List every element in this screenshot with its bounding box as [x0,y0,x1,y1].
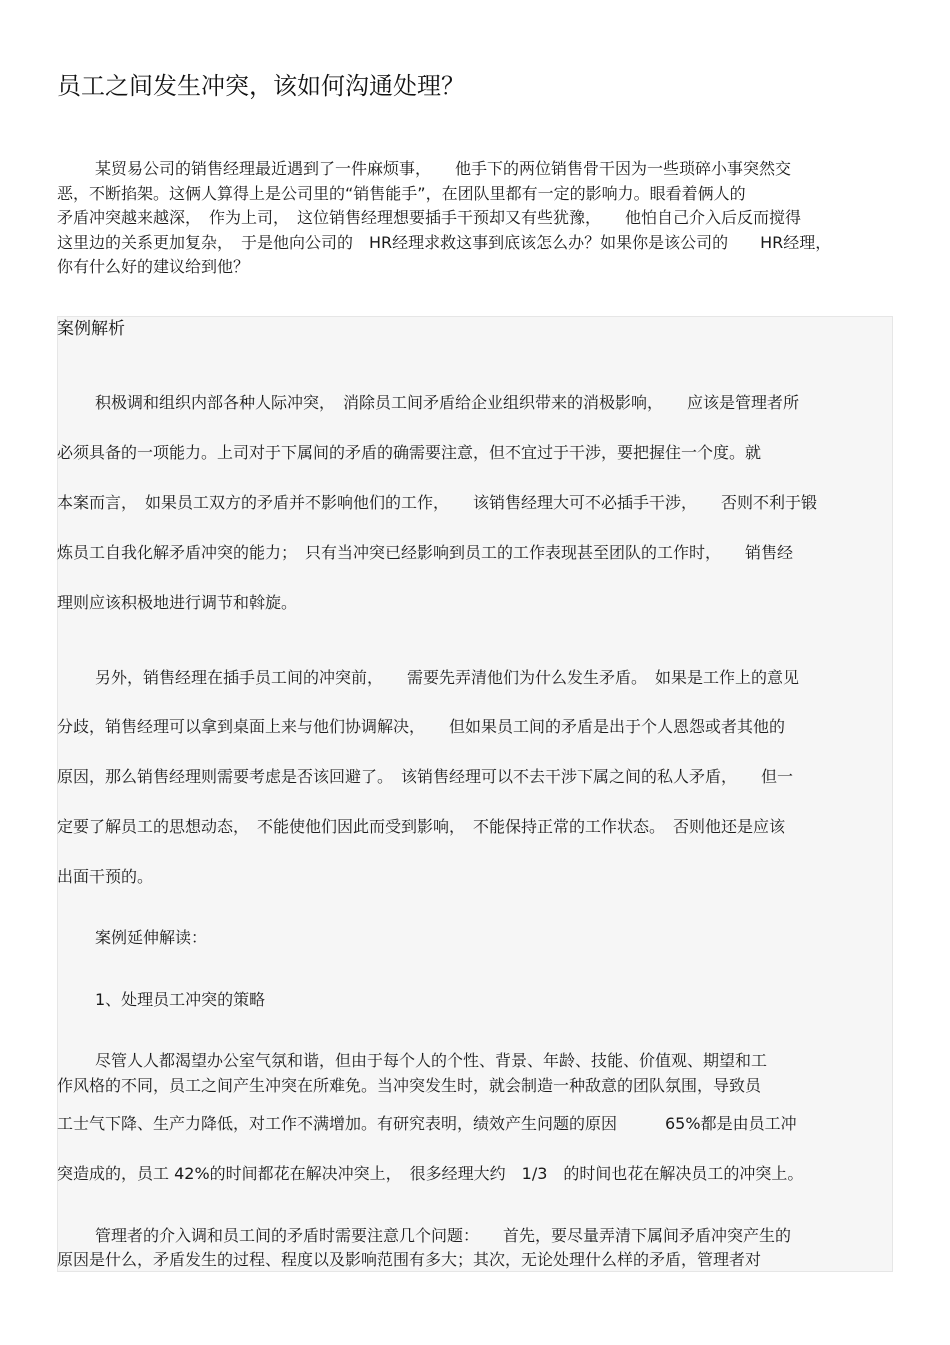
intro-line: 矛盾冲突越来越深， 作为上司， 这位销售经理想要插手干预却又有些犹豫， 他怕自己介入后反而搅得 [57,208,802,227]
paragraph-3-line: 突造成的，员工 42%的时间都花在解决冲突上， 很多经理大约 1/3 的时间也花在解决员工的冲突上。 [57,1164,804,1183]
paragraph-3-line: 尽管人人都渴望办公室气氛和谐，但由于每个人的个性、背景、年龄、技能、价值观、期望和工 [95,1051,768,1070]
paragraph-1-line: 积极调和组织内部各种人际冲突， 消除员工间矛盾给企业组织带来的消极影响， 应该是管理者所 [95,393,800,412]
paragraph-2-line: 另外，销售经理在插手员工间的冲突前， 需要先弄清他们为什么发生矛盾。 如果是工作上的意见 [95,668,800,687]
paragraph-1-line: 必须具备的一项能力。上司对于下属间的矛盾的确需要注意，但不宜过于干涉，要把握住一个度。就 [57,443,762,462]
analysis-heading: 案例解析 [57,319,125,339]
intro-line: 某贸易公司的销售经理最近遇到了一件麻烦事， 他手下的两位销售骨干因为一些琐碎小事突然交 [95,159,792,178]
paragraph-2-line: 原因，那么销售经理则需要考虑是否该回避了。 该销售经理可以不去干涉下属之间的私人矛盾， 但一 [57,767,794,786]
extension-label: 案例延伸解读： [95,928,208,947]
paragraph-2-line: 定要了解员工的思想动态， 不能使他们因此而受到影响， 不能保持正常的工作状态。 否则他还是应该 [57,817,786,836]
paragraph-1-line: 炼员工自我化解矛盾冲突的能力； 只有当冲突已经影响到员工的工作表现甚至团队的工作时， 销售经 [57,543,794,562]
intro-paragraph [57,157,892,280]
paragraph-2-line: 出面干预的。 [57,867,154,886]
paragraph-4-line: 原因是什么，矛盾发生的过程、程度以及影响范围有多大；其次，无论处理什么样的矛盾，管理者对 [57,1250,762,1269]
intro-line: 你有什么好的建议给到他？ [57,257,250,276]
page-title: 员工之间发生冲突，该如何沟通处理？ [57,72,465,100]
paragraph-3-line: 工士气下降、生产力降低，对工作不满增加。有研究表明，绩效产生问题的原因 65%都是由员工冲 [57,1114,797,1133]
paragraph-3-line: 作风格的不同，员工之间产生冲突在所难免。当冲突发生时，就会制造一种敌意的团队氛围，导致员 [57,1076,762,1095]
paragraph-4-line: 管理者的介入调和员工间的矛盾时需要注意几个问题： 首先，要尽量弄清下属间矛盾冲突产生的 [95,1226,792,1245]
paragraph-1-line: 本案而言， 如果员工双方的矛盾并不影响他们的工作， 该销售经理大可不必插手干涉， 否则不利于锻 [57,493,818,512]
paragraph-2-line: 分歧，销售经理可以拿到桌面上来与他们协调解决， 但如果员工间的矛盾是出于个人恩怨或者其他的 [57,717,786,736]
strategy-heading: 1、处理员工冲突的策略 [95,990,266,1009]
intro-line: 这里边的关系更加复杂， 于是他向公司的 HR经理求救这事到底该怎么办？如果你是该公司的 HR经理， [57,232,832,252]
intro-line: 恶，不断掐架。这俩人算得上是公司里的“销售能手”，在团队里都有一定的影响力。眼看着俩人的 [57,183,746,203]
paragraph-1-line: 理则应该积极地进行调节和斡旋。 [57,593,298,612]
